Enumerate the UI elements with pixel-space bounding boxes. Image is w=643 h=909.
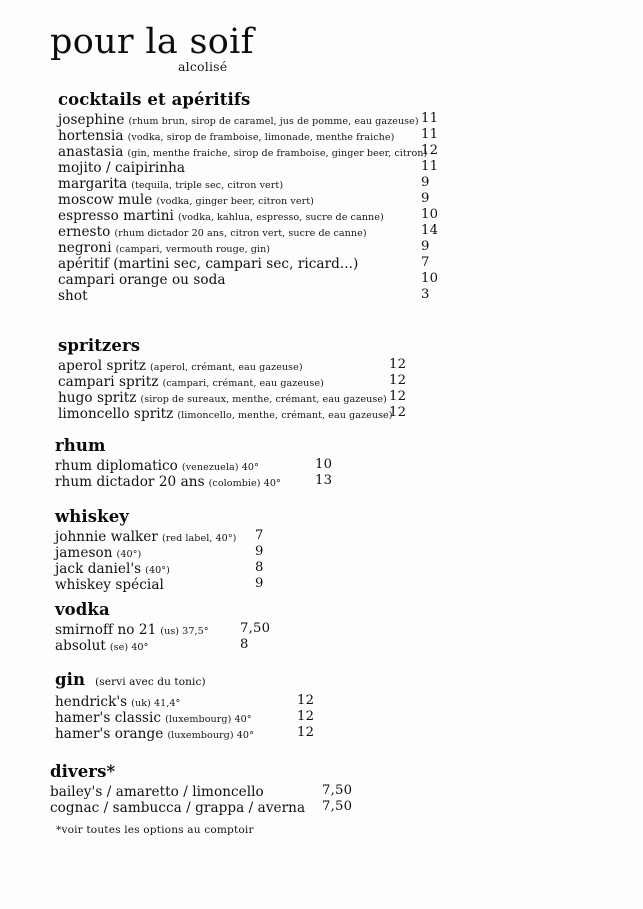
menu-item-row bbox=[58, 111, 578, 127]
menu-item-price: 7 bbox=[255, 528, 264, 543]
section-heading-rhum bbox=[55, 436, 575, 456]
section-cocktails bbox=[58, 90, 578, 303]
menu-item-price: 11 bbox=[421, 111, 439, 126]
menu-item-name: shot bbox=[58, 288, 88, 304]
section-spritzers bbox=[58, 336, 578, 421]
menu-item-row bbox=[58, 191, 578, 207]
menu-item-price: 9 bbox=[255, 576, 264, 591]
menu-item-price: 9 bbox=[421, 175, 430, 190]
menu-item-description: (campari, crémant, eau gazeuse) bbox=[162, 378, 324, 389]
section-heading-label: cocktails et apéritifs bbox=[58, 90, 251, 109]
section-whiskey bbox=[55, 507, 575, 592]
menu-item-name: campari orange ou soda bbox=[58, 272, 226, 288]
menu-item-name: campari spritz bbox=[58, 374, 159, 390]
menu-item-name: negroni bbox=[58, 240, 112, 256]
menu-item-row bbox=[58, 373, 578, 389]
menu-item-price: 10 bbox=[421, 207, 439, 222]
menu-item-row bbox=[55, 621, 575, 637]
menu-item-price: 9 bbox=[421, 239, 430, 254]
menu-item-price: 7 bbox=[421, 255, 430, 270]
section-heading-cocktails bbox=[58, 90, 578, 110]
menu-item-row bbox=[55, 725, 575, 741]
menu-item-price: 12 bbox=[297, 709, 315, 724]
menu-item-price: 7,50 bbox=[322, 799, 353, 814]
menu-item-description: (tequila, triple sec, citron vert) bbox=[131, 180, 284, 191]
section-heading-label: gin bbox=[55, 670, 86, 689]
menu-item-description: (luxembourg) 40° bbox=[165, 714, 252, 725]
menu-item-row bbox=[58, 207, 578, 223]
menu-item-name: jack daniel's bbox=[55, 561, 142, 577]
item-list-rhum bbox=[55, 457, 575, 489]
menu-item-row bbox=[58, 159, 578, 175]
menu-item-name: hugo spritz bbox=[58, 390, 137, 406]
menu-item-price: 10 bbox=[315, 457, 333, 472]
menu-item-description: (rhum brun, sirop de caramel, jus de pomme, eau gazeuse) bbox=[128, 116, 419, 127]
section-rhum bbox=[55, 436, 575, 489]
menu-item-row bbox=[55, 560, 575, 576]
menu-item-price: 12 bbox=[421, 143, 439, 158]
menu-item-description: (luxembourg) 40° bbox=[167, 730, 254, 741]
menu-item-description: (colombie) 40° bbox=[208, 478, 281, 489]
menu-item-name: hortensia bbox=[58, 128, 124, 144]
menu-item-price: 8 bbox=[255, 560, 264, 575]
section-heading-divers bbox=[50, 762, 570, 782]
section-vodka bbox=[55, 600, 575, 653]
item-list-cocktails bbox=[58, 111, 578, 303]
menu-item-price: 12 bbox=[389, 389, 407, 404]
menu-item-row bbox=[58, 255, 578, 271]
menu-item-price: 12 bbox=[297, 693, 315, 708]
menu-item-name: espresso martini bbox=[58, 208, 174, 224]
menu-item-price: 13 bbox=[315, 473, 333, 488]
menu-item-name: anastasia bbox=[58, 144, 124, 160]
menu-item-name: limoncello spritz bbox=[58, 406, 174, 422]
menu-item-name: hamer's classic bbox=[55, 710, 162, 726]
menu-item-name: cognac / sambucca / grappa / averna bbox=[50, 800, 306, 816]
masthead bbox=[50, 22, 570, 74]
menu-item-row bbox=[58, 357, 578, 373]
menu-item-name: hendrick's bbox=[55, 694, 128, 710]
menu-item-description: (vodka, kahlua, espresso, sucre de canne) bbox=[177, 212, 384, 223]
menu-item-row bbox=[58, 239, 578, 255]
section-heading-spritzers bbox=[58, 336, 578, 356]
menu-item-description: (uk) 41,4° bbox=[131, 698, 181, 709]
section-gin bbox=[55, 670, 575, 741]
menu-item-description: (limoncello, menthe, crémant, eau gazeuse) bbox=[177, 410, 393, 421]
item-list-spritzers bbox=[58, 357, 578, 421]
section-heading-vodka bbox=[55, 600, 575, 620]
menu-item-price: 7,50 bbox=[240, 621, 271, 636]
menu-item-row bbox=[50, 799, 570, 815]
menu-item-row bbox=[50, 783, 570, 799]
menu-item-row bbox=[58, 143, 578, 159]
menu-item-price: 14 bbox=[421, 223, 439, 238]
item-list-vodka bbox=[55, 621, 575, 653]
menu-item-name: bailey's / amaretto / limoncello bbox=[50, 784, 264, 800]
menu-item-row bbox=[58, 389, 578, 405]
section-heading-whiskey bbox=[55, 507, 575, 527]
menu-item-name: rhum dictador 20 ans bbox=[55, 474, 205, 490]
section-heading-gin bbox=[55, 670, 575, 692]
menu-item-price: 7,50 bbox=[322, 783, 353, 798]
menu-item-description: (aperol, crémant, eau gazeuse) bbox=[150, 362, 303, 373]
menu-item-name: moscow mule bbox=[58, 192, 153, 208]
menu-item-name: josephine bbox=[58, 112, 125, 128]
section-heading-label: spritzers bbox=[58, 336, 141, 355]
menu-item-name: whiskey spécial bbox=[55, 577, 164, 593]
menu-item-row bbox=[58, 287, 578, 303]
menu-item-name: smirnoff no 21 bbox=[55, 622, 157, 638]
menu-item-name: ernesto bbox=[58, 224, 111, 240]
section-heading-label: whiskey bbox=[55, 507, 129, 526]
menu-item-description: (se) 40° bbox=[109, 642, 149, 653]
menu-item-price: 12 bbox=[389, 357, 407, 372]
menu-item-description: (sirop de sureaux, menthe, crémant, eau gazeuse) bbox=[140, 394, 387, 405]
item-list-divers bbox=[50, 783, 570, 815]
menu-item-description: (40°) bbox=[116, 549, 142, 560]
section-heading-label: divers* bbox=[50, 762, 116, 781]
menu-item-name: hamer's orange bbox=[55, 726, 164, 742]
section-heading-label: vodka bbox=[55, 600, 110, 619]
section-divers bbox=[50, 762, 570, 815]
brand-subtitle: alcolisé bbox=[178, 59, 228, 74]
menu-item-row bbox=[55, 709, 575, 725]
brand-title: pour la soif bbox=[50, 22, 254, 62]
menu-item-name: jameson bbox=[55, 545, 113, 561]
menu-item-description: (us) 37,5° bbox=[160, 626, 209, 637]
menu-item-row bbox=[58, 127, 578, 143]
menu-item-row bbox=[55, 528, 575, 544]
menu-item-description: (rhum dictador 20 ans, citron vert, sucre de canne) bbox=[114, 228, 367, 239]
menu-item-price: 12 bbox=[297, 725, 315, 740]
menu-item-name: apéritif (martini sec, campari sec, ricard...) bbox=[58, 256, 359, 272]
menu-item-description: (red label, 40°) bbox=[161, 533, 237, 544]
menu-item-price: 12 bbox=[389, 373, 407, 388]
menu-item-name: absolut bbox=[55, 638, 106, 654]
footnote: *voir toutes les options au comptoir bbox=[56, 824, 254, 836]
menu-item-price: 10 bbox=[421, 271, 439, 286]
menu-item-row bbox=[55, 457, 575, 473]
section-heading-note: (servi avec du tonic) bbox=[95, 676, 206, 688]
menu-item-row bbox=[55, 576, 575, 592]
menu-item-row bbox=[58, 271, 578, 287]
menu-item-description: (vodka, sirop de framboise, limonade, menthe fraiche) bbox=[127, 132, 395, 143]
menu-item-price: 8 bbox=[240, 637, 249, 652]
menu-item-description: (40°) bbox=[145, 565, 170, 576]
menu-item-price: 11 bbox=[421, 159, 439, 174]
menu-item-description: (venezuela) 40° bbox=[181, 462, 259, 473]
menu-item-price: 3 bbox=[421, 287, 430, 302]
menu-item-price: 9 bbox=[255, 544, 264, 559]
menu-item-row bbox=[58, 175, 578, 191]
menu-item-row bbox=[55, 637, 575, 653]
menu-item-description: (gin, menthe fraiche, sirop de framboise, ginger beer, citron) bbox=[127, 148, 428, 159]
menu-item-price: 12 bbox=[389, 405, 407, 420]
menu-item-row bbox=[55, 473, 575, 489]
menu-item-row bbox=[58, 223, 578, 239]
item-list-whiskey bbox=[55, 528, 575, 592]
menu-item-price: 11 bbox=[421, 127, 439, 142]
section-heading-label: rhum bbox=[55, 436, 106, 455]
menu-item-description: (campari, vermouth rouge, gin) bbox=[115, 244, 271, 255]
menu-item-name: mojito / caipirinha bbox=[58, 160, 186, 176]
menu-item-row bbox=[55, 544, 575, 560]
menu-item-price: 9 bbox=[421, 191, 430, 206]
menu-item-row bbox=[55, 693, 575, 709]
menu-item-name: rhum diplomatico bbox=[55, 458, 178, 474]
menu-item-row bbox=[58, 405, 578, 421]
item-list-gin bbox=[55, 693, 575, 741]
menu-item-name: aperol spritz bbox=[58, 358, 147, 374]
menu-item-name: johnnie walker bbox=[55, 529, 158, 545]
menu-item-description: (vodka, ginger beer, citron vert) bbox=[156, 196, 314, 207]
menu-item-name: margarita bbox=[58, 176, 128, 192]
